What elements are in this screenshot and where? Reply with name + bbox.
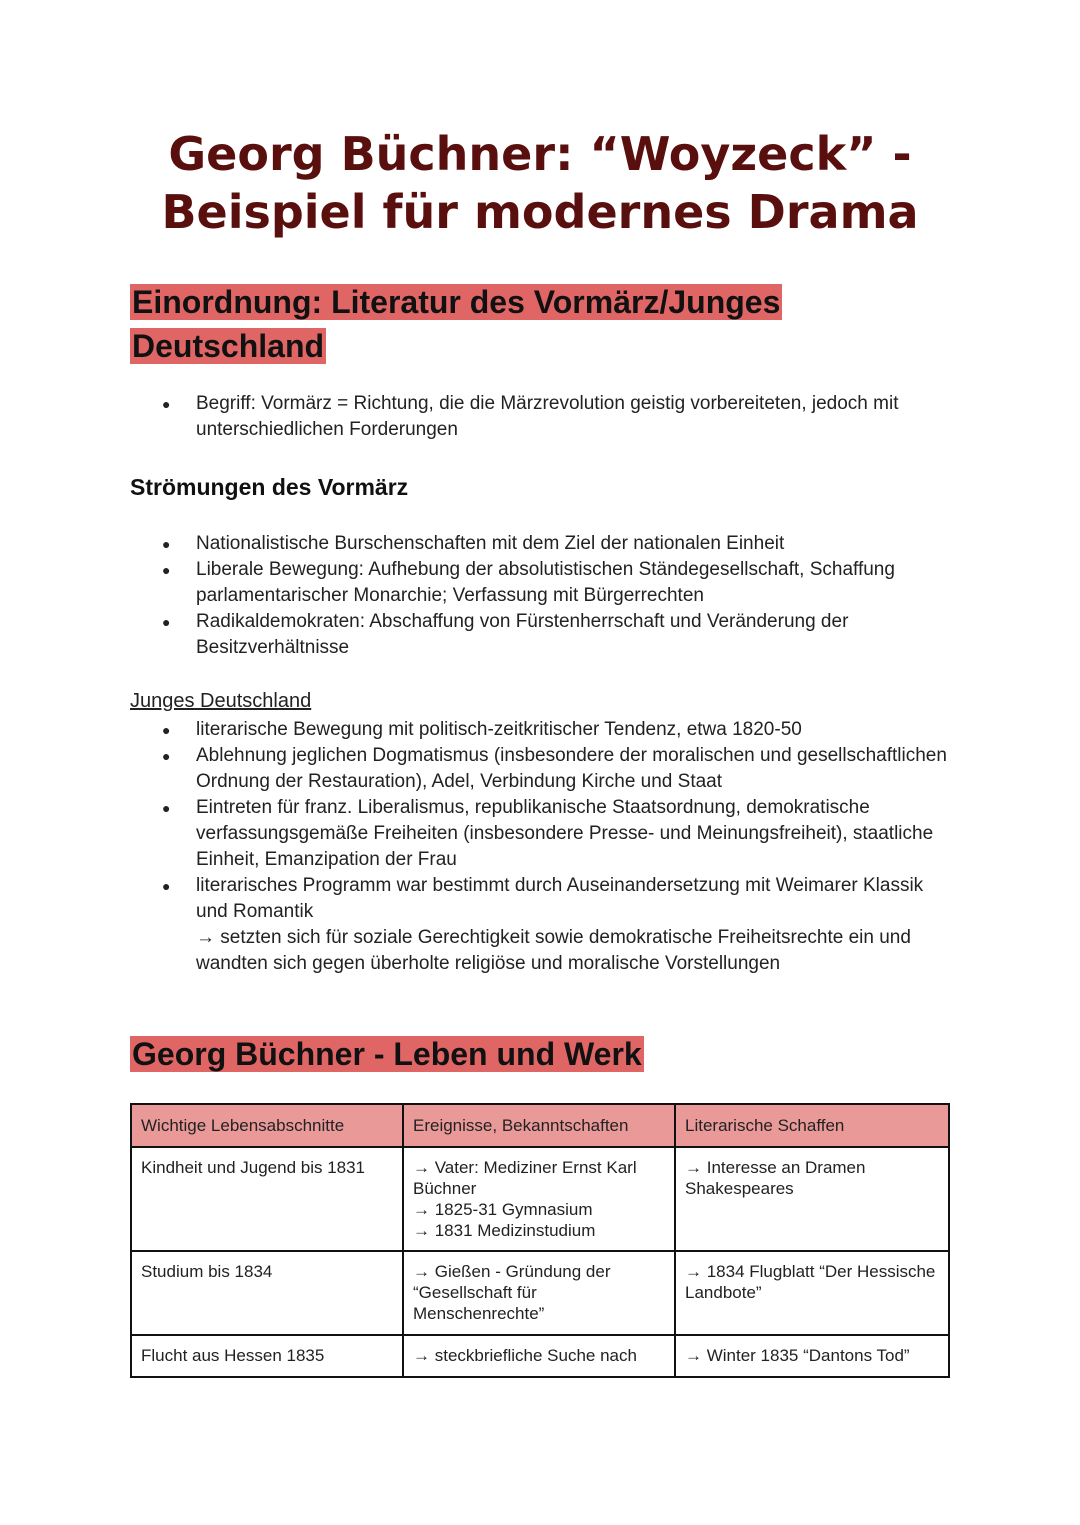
- section-heading-einordnung: [130, 280, 782, 368]
- table-row: [131, 1251, 949, 1335]
- section-heading-leben-werk: [130, 1032, 644, 1076]
- page-title: [0, 125, 1080, 241]
- table-header-row: [131, 1104, 949, 1147]
- list-item: [160, 873, 950, 977]
- list-item: ● literarische Bewegung mit politisch-zeitkritischer Tendenz, etwa 1820-50: [160, 717, 950, 743]
- section-heading-text: Georg Büchner - Leben und Werk: [132, 1036, 642, 1072]
- list-item: ● Nationalistische Burschenschaften mit dem Ziel der nationalen Einheit: [160, 531, 950, 557]
- list-item: ● Radikaldemokraten: Abschaffung von Fürstenherrschaft und Veränderung der Besitzverhältnisse: [160, 609, 950, 661]
- life-table: [130, 1103, 950, 1378]
- table-cell: → 1834 Flugblatt “Der Hessische Landbote”: [675, 1251, 949, 1335]
- section-heading-line2: Deutschland: [132, 328, 325, 364]
- list-item: ● Ablehnung jeglichen Dogmatismus (insbesondere der moralischen und gesellschaftlichen Ordnung der Restauration), Adel, Verbindung Kirche und Staat: [160, 743, 950, 795]
- page-title-line2: Beispiel für modernes Drama: [161, 185, 919, 239]
- junges-deutschland-list: [160, 717, 950, 977]
- stroemungen-heading: Strömungen des Vormärz: [130, 474, 409, 500]
- table-row: [131, 1147, 949, 1251]
- list-item: ● Begriff: Vormärz = Richtung, die die Märzrevolution geistig vorbereiteten, jedoch mit unterschiedlichen Forderungen: [160, 391, 950, 443]
- table-cell: → Interesse an Dramen Shakespeares: [675, 1147, 949, 1251]
- table-cell: Studium bis 1834: [131, 1251, 403, 1335]
- table-row: [131, 1335, 949, 1377]
- stroemungen-list: [160, 531, 950, 661]
- list-item: ● Eintreten für franz. Liberalismus, republikanische Staatsordnung, demokratische verfassungsgemäße Freiheiten (insbesondere Presse- und Meinungsfreiheit), staatliche Einheit, Emanzipation der Frau: [160, 795, 950, 873]
- section-heading-line1: Einordnung: Literatur des Vormärz/Junges: [132, 284, 781, 320]
- table-header-cell: Literarische Schaffen: [675, 1104, 949, 1147]
- table-cell: → steckbriefliche Suche nach: [403, 1335, 675, 1377]
- page-title-line1: Georg Büchner: “Woyzeck” -: [168, 127, 912, 181]
- list-item: ● Liberale Bewegung: Aufhebung der absolutistischen Ständegesellschaft, Schaffung parlamentarischer Monarchie; Verfassung mit Bürgerrechten: [160, 557, 950, 609]
- junges-deutschland-heading: Junges Deutschland: [130, 690, 312, 712]
- arrow-note: → setzten sich für soziale Gerechtigkeit sowie demokratische Freiheitsrechte ein und wandten sich gegen überholte religiöse und moralische Vorstellungen: [196, 927, 911, 974]
- begriff-list: [160, 391, 950, 443]
- list-item-text: literarisches Programm war bestimmt durch Auseinandersetzung mit Weimarer Klassik und Romantik: [196, 875, 924, 922]
- table-header-cell: Ereignisse, Bekanntschaften: [403, 1104, 675, 1147]
- table-cell: Kindheit und Jugend bis 1831: [131, 1147, 403, 1251]
- table-cell: → Vater: Mediziner Ernst Karl Büchner → 1825-31 Gymnasium → 1831 Medizinstudium: [403, 1147, 675, 1251]
- table-cell: Flucht aus Hessen 1835: [131, 1335, 403, 1377]
- table-cell: → Gießen - Gründung der “Gesellschaft für Menschenrechte”: [403, 1251, 675, 1335]
- table-header-cell: Wichtige Lebensabschnitte: [131, 1104, 403, 1147]
- table-cell: → Winter 1835 “Dantons Tod”: [675, 1335, 949, 1377]
